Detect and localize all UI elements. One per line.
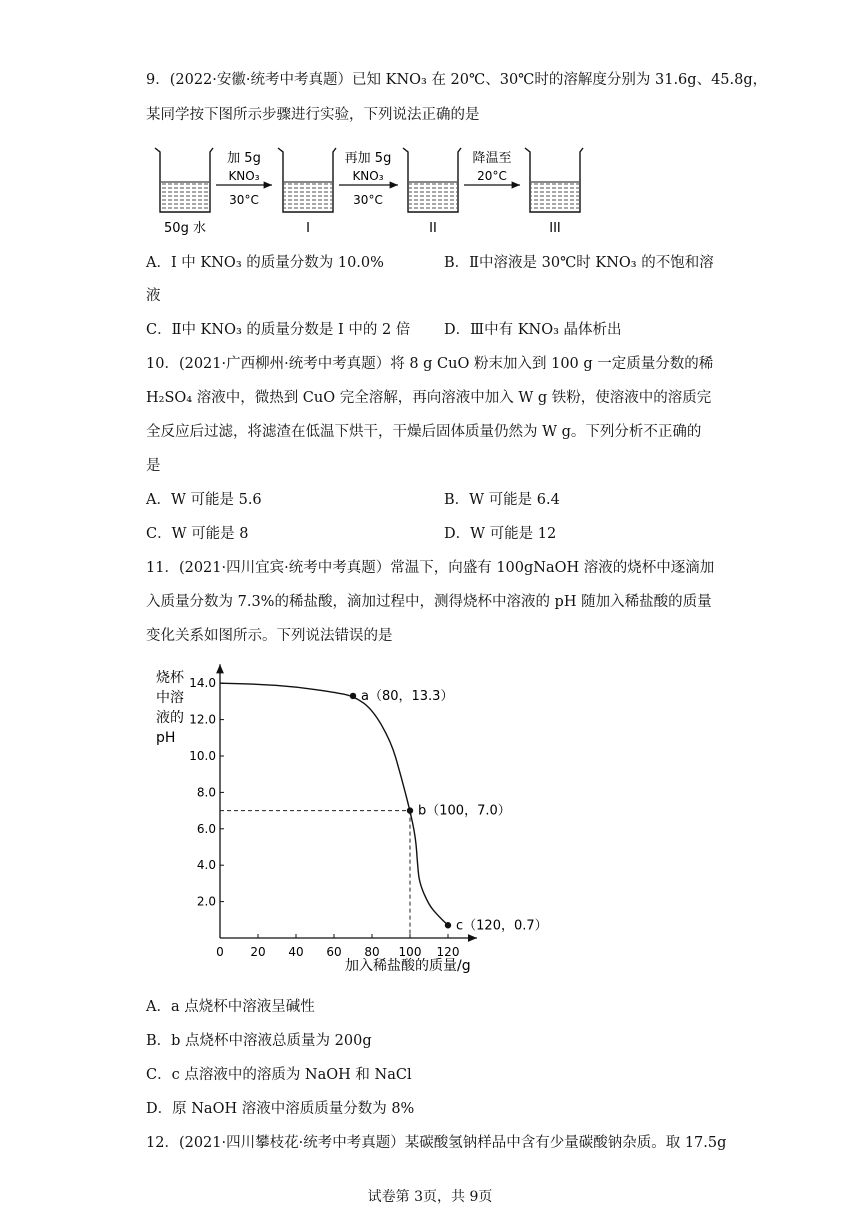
q10-option-d: D．W 可能是 12 xyxy=(444,526,557,542)
x-tick-label: 20 xyxy=(250,945,266,959)
q10-line-2: H₂SO₄ 溶液中，微热到 CuO 完全溶解，再向溶液中加入 W g 铁粉，使溶液中的溶质完 xyxy=(146,390,712,406)
q11-option-a: A．a 点烧杯中溶液呈碱性 xyxy=(146,999,315,1015)
y-tick-label: 14.0 xyxy=(189,676,216,691)
page-footer: 试卷第 3页，共 9页 xyxy=(367,1189,493,1205)
data-point xyxy=(350,693,356,699)
y-tick-label: 2.0 xyxy=(196,894,216,909)
y-tick-label: 12.0 xyxy=(189,712,216,727)
q10-line-1: 10．(2021·广西柳州·统考中考真题）将 8 g CuO 粉末加入到 100 g 一定质量分数的稀 xyxy=(146,356,714,372)
beaker-3 xyxy=(525,148,583,212)
beaker-3-label: III xyxy=(549,221,561,236)
x-tick-label: 120 xyxy=(436,945,460,959)
chart-series xyxy=(220,683,448,925)
beaker-0-label: 50g 水 xyxy=(164,221,206,236)
x-tick-label: 40 xyxy=(288,945,304,959)
chart-points xyxy=(350,689,548,933)
q9-option-c: C．Ⅱ中 KNO₃ 的质量分数是 I 中的 2 倍 xyxy=(146,322,411,338)
x-tick-label: 80 xyxy=(364,945,380,959)
y-axis-label-line: 中溶 xyxy=(156,690,184,706)
q9-option-b-line2: 液 xyxy=(146,288,161,304)
data-point xyxy=(407,807,413,813)
beaker-1 xyxy=(278,148,336,212)
arrow-2-bot: 30°C xyxy=(353,193,383,207)
q9-line-1: 9．(2022·安徽·统考中考真题）已知 KNO₃ 在 20℃、30℃时的溶解度分别为 31.6g、45.8g， xyxy=(146,72,768,88)
arrow-3-mid: 20°C xyxy=(477,169,507,183)
arrow-1-bot: 30°C xyxy=(229,193,259,207)
data-point xyxy=(445,922,451,928)
q9-option-a: A．I 中 KNO₃ 的质量分数为 10.0% xyxy=(146,255,384,271)
q10-option-b: B．W 可能是 6.4 xyxy=(444,492,560,508)
y-axis-label-line: 液的 xyxy=(156,710,184,726)
beaker-water xyxy=(155,148,213,212)
q11-option-c: C．c 点溶液中的溶质为 NaOH 和 NaCl xyxy=(146,1067,412,1083)
q11-option-d: D．原 NaOH 溶液中溶质质量分数为 8% xyxy=(146,1101,415,1117)
arrow-2-top: 再加 5g xyxy=(344,151,392,166)
q10-line-4: 是 xyxy=(146,458,161,474)
q11-line-3: 变化关系如图所示。下列说法错误的是 xyxy=(146,628,393,644)
q9-option-d: D．Ⅲ中有 KNO₃ 晶体析出 xyxy=(444,322,622,338)
arrow-2-mid: KNO₃ xyxy=(352,169,384,183)
y-tick-label: 10.0 xyxy=(189,749,216,763)
q10-line-3: 全反应后过滤，将滤渣在低温下烘干，干燥后固体质量仍然为 W g。下列分析不正确的 xyxy=(146,424,702,440)
y-axis-label-line: pH xyxy=(156,730,176,746)
beaker-2-label: II xyxy=(429,221,437,236)
x-tick-label: 100 xyxy=(398,945,422,959)
y-tick-label: 4.0 xyxy=(196,858,216,873)
q12-line-1: 12．(2021·四川攀枝花·统考中考真题）某碳酸氢钠样品中含有少量碳酸钠杂质。取 17.5g xyxy=(146,1135,727,1151)
x-axis-label: 加入稀盐酸的质量/g xyxy=(345,958,471,974)
q9-beaker-diagram xyxy=(0,142,860,242)
arrow-3-top: 降温至 xyxy=(472,151,512,166)
q11-option-b: B．b 点烧杯中溶液总质量为 200g xyxy=(146,1033,372,1049)
data-point-label: a（80，13.3） xyxy=(361,688,454,704)
q10-option-a: A．W 可能是 5.6 xyxy=(146,492,262,508)
q9-option-b-line1: B．Ⅱ中溶液是 30℃时 KNO₃ 的不饱和溶 xyxy=(444,255,714,271)
data-point-label: c（120，0.7） xyxy=(456,918,548,934)
chart-axes xyxy=(220,664,477,938)
arrow-1-mid: KNO₃ xyxy=(228,169,260,183)
x-tick-label: 0 xyxy=(216,945,224,959)
y-axis-label xyxy=(156,669,185,746)
ph-chart xyxy=(0,660,860,990)
x-tick-label: 60 xyxy=(326,945,342,959)
y-tick-label: 6.0 xyxy=(196,821,216,836)
q10-option-c: C．W 可能是 8 xyxy=(146,526,249,542)
y-axis-label-line: 烧杯 xyxy=(156,670,184,686)
q11-line-1: 11．(2021·四川宜宾·统考中考真题）常温下，向盛有 100gNaOH 溶液的烧杯中逐滴加 xyxy=(146,560,715,576)
y-tick-label: 8.0 xyxy=(196,785,216,800)
chart-guides xyxy=(220,811,410,938)
data-point-label: b（100，7.0） xyxy=(418,803,511,819)
arrow-1-top: 加 5g xyxy=(227,151,261,166)
q11-line-2: 入质量分数为 7.3%的稀盐酸，滴加过程中，测得烧杯中溶液的 pH 随加入稀盐酸的质量 xyxy=(146,594,712,610)
beaker-1-label: I xyxy=(306,221,310,236)
ph-curve xyxy=(220,683,448,925)
q9-line-2: 某同学按下图所示步骤进行实验，下列说法正确的是 xyxy=(146,107,480,123)
beaker-2 xyxy=(403,148,461,212)
